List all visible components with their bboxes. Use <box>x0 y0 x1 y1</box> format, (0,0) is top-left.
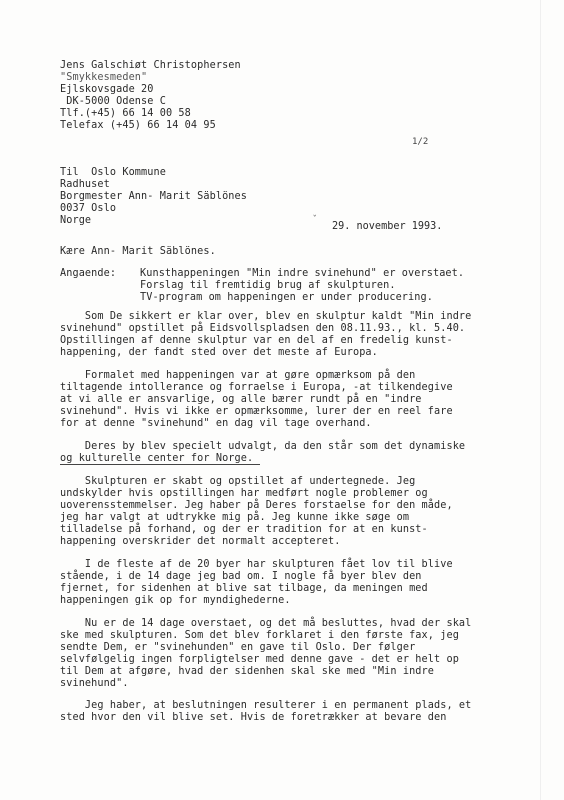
paragraph-line: undskylder hvis opstillingen har medført nogle problemer og <box>60 488 428 499</box>
recipient-person: Borgmester Ann- Marit Säblönes <box>60 191 248 202</box>
handwritten-underline <box>60 464 260 465</box>
subject-line-3: TV-program om happeningen er under producering. <box>140 292 433 303</box>
paragraph-line: til Dem at afgøre, hvad der sidenhen skal ske med "Min indre <box>60 666 435 677</box>
sender-name: Jens Galschiøt Christophersen <box>60 60 241 71</box>
paragraph-line: tiltagende intollerance og forraelse i Europa, -at tilkendegive <box>60 382 453 393</box>
letter-date: 29. november 1993. <box>332 221 443 232</box>
paragraph-line: Som De sikkert er klar over, blev en skulptur kaldt "Min indre <box>60 311 472 322</box>
paragraph-line: for at denne "svinehund" en dag vil tage overhand. <box>60 418 372 429</box>
sender-city: DK-5000 Odense C <box>60 96 166 107</box>
scan-edge-shadow <box>540 0 541 800</box>
subject-line-2: Forslag til fremtidig brug af skulpturen. <box>140 280 396 291</box>
paragraph-line: happening, der fandt sted over det meste af Europa. <box>60 347 378 358</box>
sender-phone: Tlf.(+45) 66 14 00 58 <box>60 108 191 119</box>
paragraph-line: tilladelse på forhand, og der er tradition for at en kunst- <box>60 524 428 535</box>
paragraph-line: stående, i de 14 dage jeg bad om. I nogle få byer blev den <box>60 571 422 582</box>
paragraph-line: Deres by blev specielt udvalgt, da den står som det dynamiske <box>60 441 466 452</box>
salutation: Kære Ann- Marit Säblönes. <box>60 246 216 257</box>
subject-line-1: Kunsthappeningen "Min indre svinehund" er overstaet. <box>140 268 465 279</box>
paragraph-line: svinehund". Hvis vi ikke er opmærksomme, lurer der en reel fare <box>60 406 453 417</box>
paragraph-line: fjernet, for sidenhen at blive sat tilbage, da meningen med <box>60 583 428 594</box>
paragraph-line: sendte Dem, er "svinehunden" en gave til Oslo. Der følger <box>60 642 416 653</box>
paragraph-line: Jeg haber, at beslutningen resulterer i en permanent plads, et <box>60 700 472 711</box>
paragraph-line: happening overskrider det normalt accepteret. <box>60 536 341 547</box>
paragraph-line: Formalet med happeningen var at gøre opmærksom på den <box>60 370 416 381</box>
recipient-org: Til Oslo Kommune <box>60 167 166 178</box>
recipient-building: Radhuset <box>60 179 110 190</box>
recipient-postcode: 0037 Oslo <box>60 203 117 214</box>
paragraph-line: Nu er de 14 dage overstaet, og det må besluttes, hvad der skal <box>60 618 472 629</box>
paragraph-line: at vi alle er ansvarlige, og alle bærer rundt på en "indre <box>60 394 422 405</box>
subject-label: Angaende: <box>60 268 117 279</box>
page-number: 1/2 <box>412 137 429 147</box>
paragraph-line: Skulpturen er skabt og opstillet af undertegnede. Jeg <box>60 476 416 487</box>
paragraph-line: ske med skulpturen. Som det blev forklaret i den første fax, jeg <box>60 630 459 641</box>
scan-tick-mark: ˇ <box>312 215 318 225</box>
paragraph-line: Opstillingen af denne skulptur var en del af en fredelig kunst- <box>60 335 453 346</box>
paragraph-line: og kulturelle center for Norge. <box>60 453 254 464</box>
sender-nickname: "Smykkesmeden" <box>60 72 148 83</box>
paragraph-line: svinehund". <box>60 678 129 689</box>
recipient-country: Norge <box>60 215 92 226</box>
paragraph-line: jeg har valgt at udtrykke mig på. Jeg kunne ikke søge om <box>60 512 410 523</box>
paragraph-line: sted hvor den vil blive set. Hvis de foretrækker at bevare den <box>60 712 447 723</box>
sender-street: Ejlskovsgade 20 <box>60 84 154 95</box>
sender-fax: Telefax (+45) 66 14 04 95 <box>60 120 216 131</box>
paragraph-line: svinehund" opstillet på Eidsvollspladsen den 08.11.93., kl. 5.40. <box>60 323 466 334</box>
paragraph-line: I de fleste af de 20 byer har skulpturen fået lov til blive <box>60 559 453 570</box>
paragraph-line: selvfølgelig ingen forpligtelser med denne gave - det er helt op <box>60 654 459 665</box>
paragraph-line: uoverensstemmelser. Jeg haber på Deres forstaelse for den måde, <box>60 500 453 511</box>
paragraph-line: happeningen gik op for myndighederne. <box>60 595 291 606</box>
